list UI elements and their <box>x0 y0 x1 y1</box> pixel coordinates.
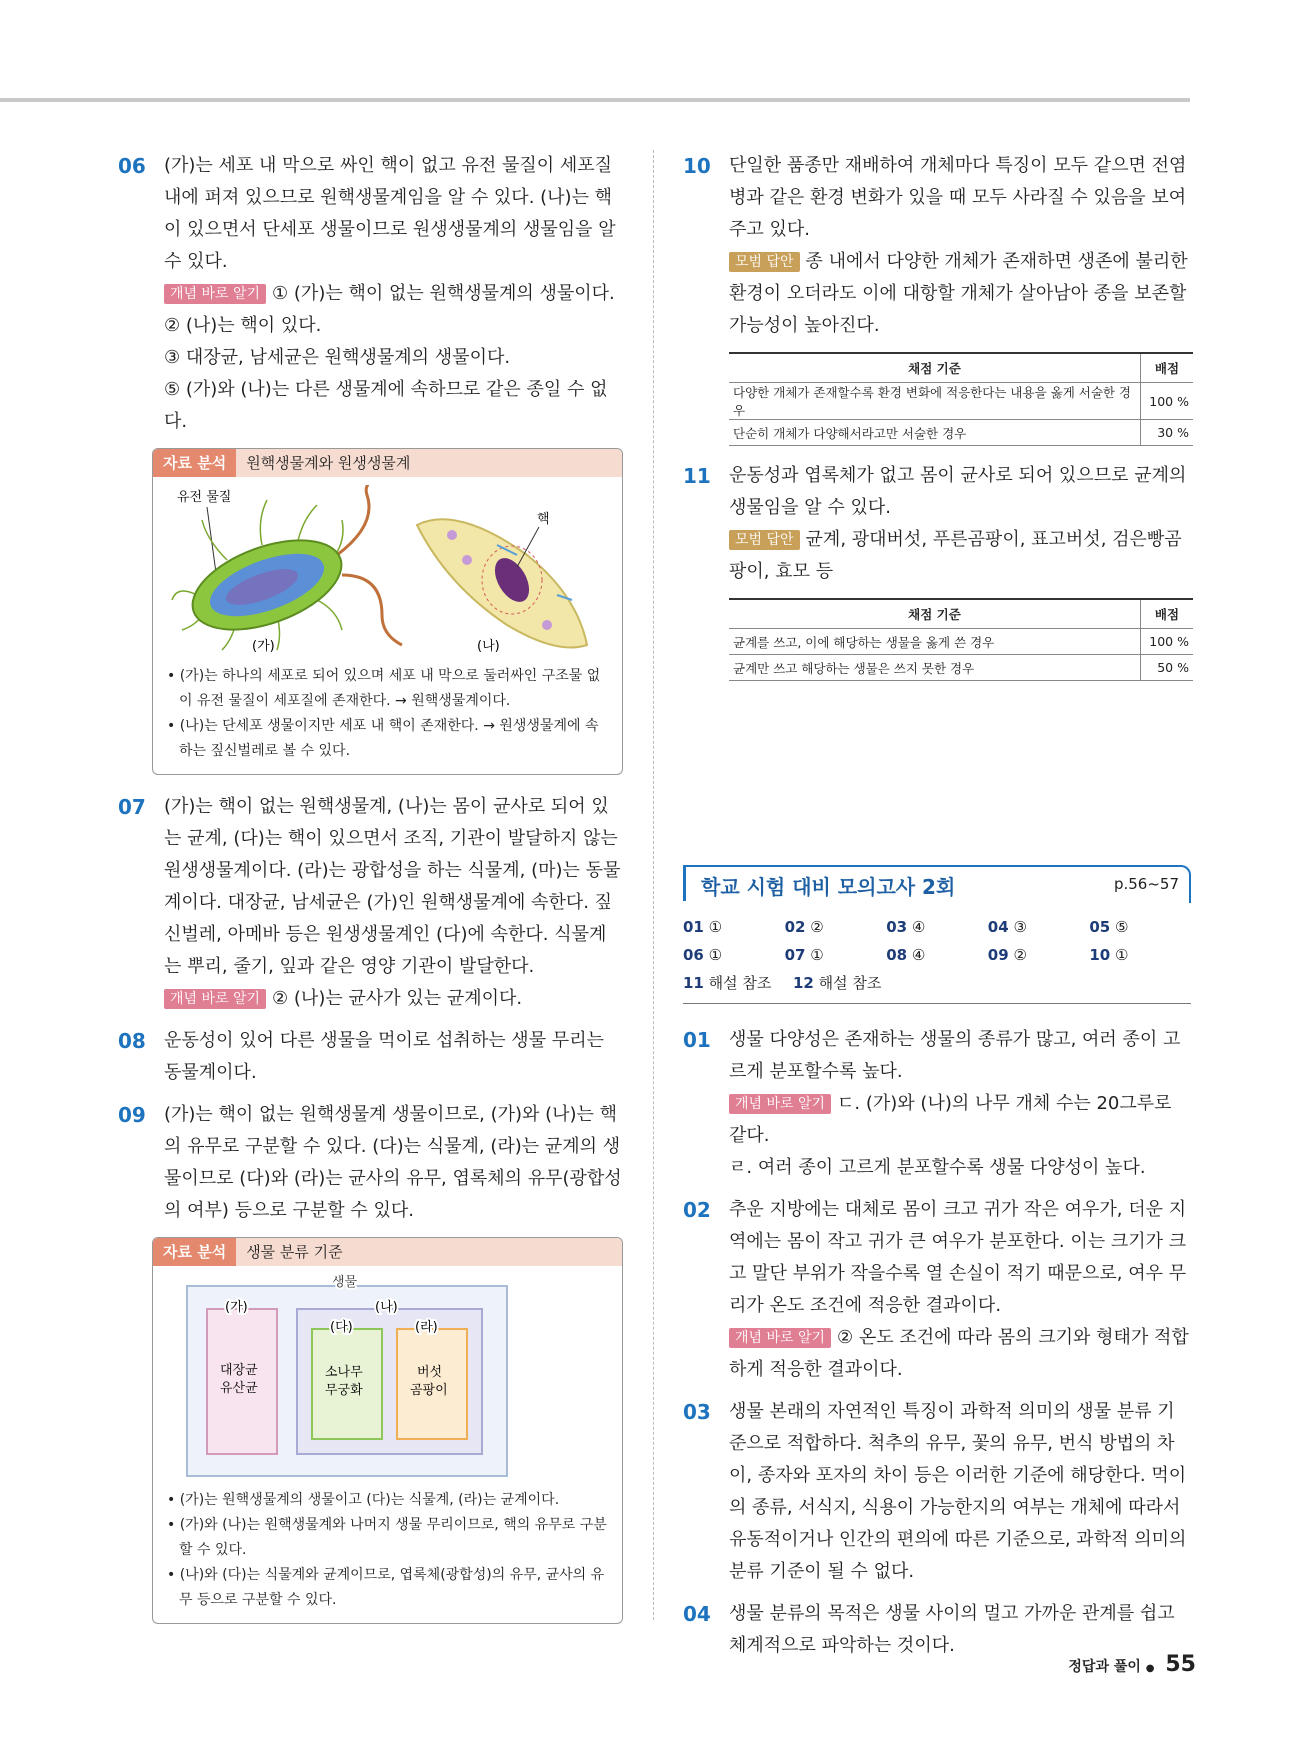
exam-question-03 <box>683 1396 1191 1588</box>
footer-label: 정답과 풀이 <box>1068 1659 1141 1675</box>
exam-title: 학교 시험 대비 모의고사 2회 <box>701 875 956 899</box>
member-text: 소나무 <box>325 1365 363 1380</box>
concept-line: ② (나)는 균사가 있는 균계이다. <box>272 988 523 1009</box>
explanation-text: (가)는 세포 내 막으로 싸인 핵이 없고 유전 물질이 세포질 내에 퍼져 있으므로 원핵생물계임을 알 수 있다. (나)는 핵이 있으면서 단세포 생물이므로 원생생물계의 생물임을 알 수 있다. <box>164 155 616 272</box>
header-accent <box>683 865 686 901</box>
concept-tag: 개념 바로 알기 <box>729 1328 831 1348</box>
answer-item: 10 ① <box>1089 946 1129 964</box>
question-06 <box>118 150 623 438</box>
analysis-title: 생물 분류 기준 <box>246 1243 343 1261</box>
group-na-label: (나) <box>375 1300 398 1315</box>
question-number: 07 <box>118 795 146 819</box>
label-na: (나) <box>477 639 500 654</box>
question-number: 04 <box>683 1602 711 1626</box>
root-label: 생물 <box>332 1275 358 1290</box>
analysis-bullet: • (가)는 원핵생물계의 생물이고 (다)는 식물계, (라)는 균계이다. <box>167 1492 560 1508</box>
concept-tag: 개념 바로 알기 <box>729 1094 831 1114</box>
group-da-label: (다) <box>330 1320 353 1335</box>
concept-line: ⑤ (가)와 (나)는 다른 생물계에 속하므로 같은 종일 수 없다. <box>164 379 608 432</box>
question-08 <box>118 1025 623 1089</box>
analysis-tag: 자료 분석 <box>153 449 236 477</box>
question-number: 10 <box>683 154 711 178</box>
model-answer: 균계, 광대버섯, 푸른곰팡이, 표고버섯, 검은빵곰팡이, 효모 등 <box>729 529 1182 582</box>
page-footer: 정답과 풀이 ● 55 <box>1068 1652 1196 1677</box>
model-answer-tag: 모범 답안 <box>729 252 800 272</box>
question-number: 03 <box>683 1400 711 1424</box>
explanation-text: 단일한 품종만 재배하여 개체마다 특징이 모두 같으면 전염병과 같은 환경 변화가 있을 때 모두 사라질 수 있음을 보여 주고 있다. <box>729 155 1187 240</box>
question-number: 06 <box>118 154 146 178</box>
scoring-table-11 <box>729 598 1193 681</box>
exam-question-02 <box>683 1194 1191 1386</box>
explanation-text: 운동성이 있어 다른 생물을 먹이로 섭취하는 생물 무리는 동물계이다. <box>164 1030 604 1083</box>
th-criteria: 채점 기준 <box>729 599 1141 629</box>
label-ga: (가) <box>252 639 275 654</box>
explanation-text: 생물 분류의 목적은 생물 사이의 멀고 가까운 관계를 쉽고 체계적으로 파악하는 것이다. <box>729 1603 1175 1656</box>
explanation-text: (가)는 핵이 없는 원핵생물계 생물이므로, (가)와 (나)는 핵의 유무로 구분할 수 있다. (다)는 식물계, (라)는 균계의 생물이므로 (다)와 (라)는 균사의 유무, 엽록체의 유무(광합성의 여부) 등으로 구분할 수 있다. <box>164 1104 622 1221</box>
question-number: 09 <box>118 1103 146 1127</box>
exam-question-01 <box>683 1024 1191 1184</box>
member-text: 대장균 <box>220 1363 258 1378</box>
model-answer: 종 내에서 다양한 개체가 존재하면 생존에 불리한 환경이 오더라도 이에 대항할 개체가 살아남아 종을 보존할 가능성이 높아진다. <box>729 251 1188 336</box>
label-nucleus: 핵 <box>537 512 550 527</box>
answer-row <box>683 913 1191 941</box>
explanation-text: 생물 본래의 자연적인 특징이 과학적 의미의 생물 분류 기준으로 적합하다. 척추의 유무, 꽃의 유무, 번식 방법의 차이, 종자와 포자의 차이 등은 이러한 기준에 해당한다. 먹이의 종류, 서식지, 식용이 가능한지의 여부는 개체에 따라서 유동적이거나 인간의 편의에 따른 기준으로, 과학적 의미의 분류 기준이 될 수 없다. <box>729 1401 1187 1582</box>
data-analysis-box-classification <box>152 1237 623 1624</box>
concept-line: ① (가)는 핵이 없는 원핵생물계의 생물이다. <box>272 283 615 304</box>
concept-line: ② (나)는 핵이 있다. <box>164 315 322 336</box>
answer-item: 06 ① <box>683 946 723 964</box>
concept-tag: 개념 바로 알기 <box>164 284 266 304</box>
points-cell: 100 % <box>1141 629 1194 655</box>
points-cell: 30 % <box>1141 420 1194 446</box>
analysis-title: 원핵생물계와 원생생물계 <box>246 454 411 472</box>
answer-item: 04 ③ <box>987 918 1027 936</box>
explanation-text: (가)는 핵이 없는 원핵생물계, (나)는 몸이 균사로 되어 있는 균계, (다)는 핵이 있으면서 조직, 기관이 발달하지 않는 원생생물계이다. (라)는 광합성을 하는 식물계, (마)는 동물계이다. 대장균, 남세균은 (가)인 원핵생물계에 속한다. 짚신벌레, 아메바 등은 원생생물계인 (다)에 속한다. 식물계는 뿌리, 줄기, 잎과 같은 영양 기관이 발달한다. <box>164 796 621 977</box>
bacterium-icon <box>172 485 402 650</box>
th-points: 배점 <box>1141 599 1194 629</box>
cell-illustration <box>167 485 607 655</box>
criteria-cell: 균계만 쓰고 해당하는 생물은 쓰지 못한 경우 <box>729 655 1141 681</box>
group-ga-label: (가) <box>225 1300 248 1315</box>
member-text: 버섯 <box>417 1365 443 1380</box>
question-number: 02 <box>683 1198 711 1222</box>
answer-item: 05 ⑤ <box>1089 918 1129 936</box>
analysis-bullet: • (가)와 (나)는 원핵생물계와 나머지 생물 무리이므로, 핵의 유무로 구분할 수 있다. <box>167 1517 607 1558</box>
spacer <box>683 695 1191 845</box>
answer-row <box>683 941 1191 969</box>
exam-pages: p.56~57 <box>1113 875 1179 893</box>
criteria-cell: 단순히 개체가 다양해서라고만 서술한 경우 <box>729 420 1141 446</box>
analysis-tag: 자료 분석 <box>153 1238 236 1266</box>
answer-item: 01 ① <box>683 918 723 936</box>
th-points: 배점 <box>1141 353 1194 383</box>
answer-item: 09 ② <box>987 946 1027 964</box>
question-10 <box>683 150 1191 342</box>
column-divider <box>653 150 654 1620</box>
concept-line: ③ 대장균, 남세균은 원핵생물계의 생물이다. <box>164 347 511 368</box>
model-answer-tag: 모범 답안 <box>729 530 800 550</box>
answer-item: 08 ④ <box>886 946 926 964</box>
member-text: 곰팡이 <box>410 1383 448 1398</box>
paramecium-icon <box>417 519 587 647</box>
answer-key <box>683 903 1191 1004</box>
concept-line: ㄷ. (가)와 (나)의 나무 개체 수는 20그루로 같다. <box>729 1093 1172 1146</box>
question-number: 01 <box>683 1028 711 1052</box>
answer-row <box>683 969 1191 997</box>
criteria-cell: 다양한 개체가 존재할수록 환경 변화에 적응한다는 내용을 옳게 서술한 경우 <box>729 383 1141 420</box>
question-number: 08 <box>118 1029 146 1053</box>
left-column <box>118 150 623 1640</box>
page-number: 55 <box>1165 1652 1196 1677</box>
label-genetic-material: 유전 물질 <box>177 490 232 505</box>
question-number: 11 <box>683 464 711 488</box>
member-text: 무궁화 <box>325 1383 363 1398</box>
analysis-bullet: • (나)와 (다)는 식물계와 균계이므로, 엽록체(광합성)의 유무, 균사의 유무 등으로 구분할 수 있다. <box>167 1567 605 1608</box>
answer-item: 12 해설 참조 <box>793 974 882 992</box>
analysis-bullet: • (나)는 단세포 생물이지만 세포 내 핵이 존재한다. → 원생생물계에 속하는 짚신벌레로 볼 수 있다. <box>167 718 599 759</box>
explanation-text: 추운 지방에는 대체로 몸이 크고 귀가 작은 여우가, 더운 지역에는 몸이 작고 귀가 큰 여우가 분포한다. 이는 크기가 크고 말단 부위가 작을수록 열 손실이 적기 때문으로, 여우 무리가 온도 조건에 적응한 결과이다. <box>729 1199 1187 1316</box>
explanation-text: 생물 다양성은 존재하는 생물의 종류가 많고, 여러 종이 고르게 분포할수록 높다. <box>729 1029 1181 1082</box>
explanation-text: 운동성과 엽록체가 없고 몸이 균사로 되어 있으므로 균계의 생물임을 알 수 있다. <box>729 465 1187 518</box>
criteria-cell: 균계를 쓰고, 이에 해당하는 생물을 옳게 쓴 경우 <box>729 629 1141 655</box>
data-analysis-box-cells <box>152 448 623 775</box>
classification-diagram <box>167 1274 607 1479</box>
scoring-table-10 <box>729 352 1193 446</box>
answer-item: 03 ④ <box>886 918 926 936</box>
analysis-bullet: • (가)는 하나의 세포로 되어 있으며 세포 내 막으로 둘러싸인 구조물 없이 유전 물질이 세포질에 존재한다. → 원핵생물계이다. <box>167 668 601 709</box>
question-07 <box>118 791 623 1015</box>
concept-line: ㄹ. 여러 종이 고르게 분포할수록 생물 다양성이 높다. <box>729 1157 1146 1178</box>
points-cell: 50 % <box>1141 655 1194 681</box>
answer-item: 11 해설 참조 <box>683 974 772 992</box>
concept-tag: 개념 바로 알기 <box>164 989 266 1009</box>
points-cell: 100 % <box>1141 383 1194 420</box>
th-criteria: 채점 기준 <box>729 353 1141 383</box>
member-text: 유산균 <box>220 1381 258 1396</box>
group-ra-label: (라) <box>415 1320 438 1335</box>
question-09 <box>118 1099 623 1227</box>
concept-line: ② 온도 조건에 따라 몸의 크기와 형태가 적합하게 적응한 결과이다. <box>729 1327 1189 1380</box>
exam-header <box>683 865 1191 903</box>
top-rule <box>0 98 1190 102</box>
answer-item: 02 ② <box>784 918 824 936</box>
question-11 <box>683 460 1191 588</box>
answer-item: 07 ① <box>784 946 824 964</box>
right-column <box>683 150 1191 1672</box>
